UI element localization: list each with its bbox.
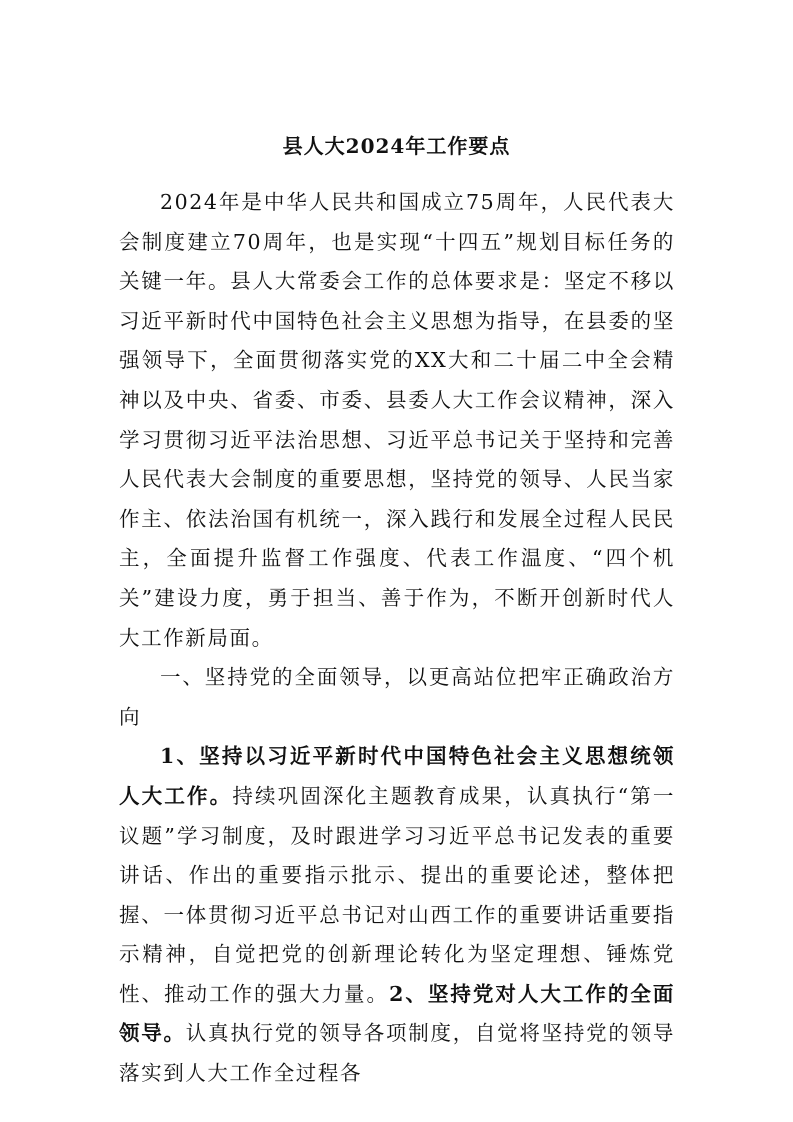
intro-paragraph: 2024年是中华人民共和国成立75周年，人民代表大会制度建立70周年，也是实现“十四五”规划目标任务的关键一年。县人大常委会工作的总体要求是：坚定不移以习近平新时代中国特色社会主义思想为指导，在县委的坚强领导下，全面贯彻落实党的XX大和二十届二中全会精神以及中央、省委、市委、县委人大工作会议精神，深入学习贯彻习近平法治思想、习近平总书记关于坚持和完善人民代表大会制度的重要思想，坚持党的领导、人民当家作主、依法治国有机统一，深入践行和发展全过程人民民主，全面提升监督工作强度、代表工作温度、“四个机关”建设力度，勇于担当、善于作为，不断开创新时代人大工作新局面。 [119, 190, 675, 650]
document-body [119, 183, 675, 1094]
section-heading-1: 一、坚持党的全面领导，以更高站位把牢正确政治方向 [119, 665, 675, 729]
section-1-paragraph [119, 737, 675, 1093]
item-1-heading: 1、坚持以习近平新时代中国特色社会主义思想统领人大工作。 [119, 744, 675, 808]
item-2-text: 认真执行党的领导各项制度，自觉将坚持党的领导落实到人大工作全过程各 [119, 1021, 675, 1086]
document-title: 县人大2024年工作要点 [282, 134, 511, 158]
item-1-text: 持续巩固深化主题教育成果，认真执行“第一议题”学习制度，及时跟进学习习近平总书记发表的重要讲话、作出的重要指示批示、提出的重要论述，整体把握、一体贯彻习近平总书记对山西工作的重要讲话重要指示精神，自觉把党的创新理论转化为坚定理想、锤炼党性、推动工作的强大力量。 [119, 783, 676, 1006]
item-2-heading: 2、坚持党对人大工作的全面领导。 [119, 981, 675, 1046]
